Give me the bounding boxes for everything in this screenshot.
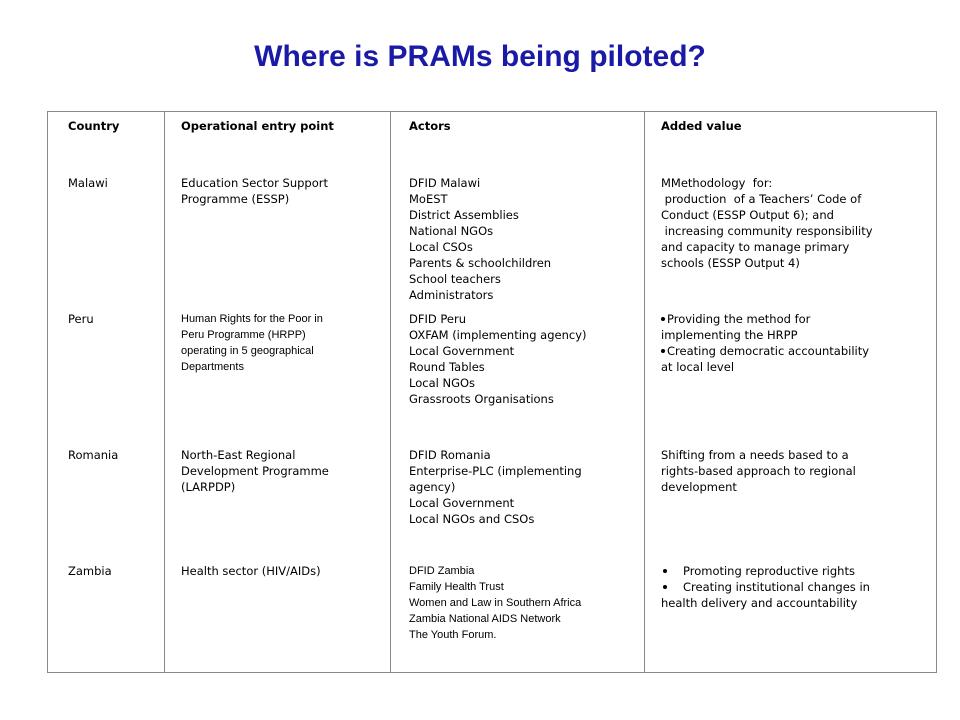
cell-line: MoEST [409, 192, 448, 206]
cell-line: North-East Regional [181, 448, 296, 462]
cell-line: Family Health Trust [409, 581, 504, 593]
cell-line: Parents & schoolchildren [409, 256, 552, 270]
actors-cell [409, 563, 634, 643]
added-value-cell [661, 311, 916, 375]
entry-point-cell [181, 447, 381, 495]
bullet-icon [663, 585, 667, 589]
cell-line: Creating democratic accountability [667, 344, 870, 358]
actors-cell [409, 447, 634, 527]
actors-cell [409, 311, 634, 407]
cell-line: Human Rights for the Poor in [181, 313, 323, 325]
cell-line: implementing the HRPP [661, 328, 798, 342]
bullet-icon [663, 569, 667, 573]
cell-line: Local NGOs and CSOs [409, 512, 535, 526]
country-cell: Zambia [68, 564, 112, 578]
entry-point-cell [181, 175, 381, 207]
cell-line: and capacity to manage primary [661, 240, 850, 254]
cell-line: production of a Teachers’ Code of [661, 192, 862, 206]
cell-line: Creating institutional changes in [683, 580, 870, 594]
header-operational-entry-point: Operational entry point [181, 119, 334, 133]
cell-line: Local Government [409, 344, 515, 358]
cell-line: Development Programme [181, 464, 329, 478]
entry-point-cell [181, 311, 381, 375]
column-divider [164, 112, 165, 672]
bullet-line [661, 579, 916, 595]
country-cell: Romania [68, 448, 119, 462]
cell-line: Local Government [409, 496, 515, 510]
header-country: Country [68, 119, 120, 133]
bullet-icon [661, 317, 665, 321]
cell-line: Shifting from a needs based to a [661, 448, 849, 462]
country-cell: Peru [68, 312, 94, 326]
bullet-icon [661, 349, 665, 353]
cell-line: Promoting reproductive rights [683, 564, 855, 578]
cell-line: The Youth Forum. [409, 629, 497, 641]
cell-line: development [661, 480, 737, 494]
cell-line: Administrators [409, 288, 494, 302]
cell-line: Grassroots Organisations [409, 392, 554, 406]
cell-line: School teachers [409, 272, 501, 286]
bullet-line [661, 563, 916, 579]
cell-line: Local NGOs [409, 376, 476, 390]
cell-line: agency) [409, 480, 456, 494]
added-value-cell [661, 447, 916, 495]
column-divider [644, 112, 645, 672]
added-value-cell [661, 175, 916, 271]
cell-line: Departments [181, 361, 244, 373]
cell-line: OXFAM (implementing agency) [409, 328, 587, 342]
column-divider [390, 112, 391, 672]
actors-cell [409, 175, 634, 303]
cell-line: rights-based approach to regional [661, 464, 856, 478]
cell-line: health delivery and accountability [661, 596, 858, 610]
entry-point-cell [181, 563, 381, 579]
cell-line: Zambia National AIDS Network [409, 613, 561, 625]
cell-line: Local CSOs [409, 240, 473, 254]
cell-line: DFID Peru [409, 312, 466, 326]
cell-line: Round Tables [409, 360, 485, 374]
cell-line: MMethodology for: [661, 176, 773, 190]
cell-line: Education Sector Support [181, 176, 328, 190]
page-title: Where is PRAMs being piloted? [254, 40, 706, 73]
cell-line: Women and Law in Southern Africa [409, 597, 582, 609]
cell-line: DFID Malawi [409, 176, 481, 190]
cell-line: Peru Programme (HRPP) [181, 329, 306, 341]
cell-line: operating in 5 geographical [181, 345, 314, 357]
country-cell: Malawi [68, 176, 108, 190]
cell-line: Conduct (ESSP Output 6); and [661, 208, 834, 222]
cell-line: DFID Romania [409, 448, 491, 462]
cell-line: Providing the method for [667, 312, 811, 326]
bullet-line [661, 343, 916, 359]
cell-line: Programme (ESSP) [181, 192, 290, 206]
cell-line: DFID Zambia [409, 565, 475, 577]
header-added-value: Added value [661, 119, 742, 133]
cell-line: Enterprise-PLC (implementing [409, 464, 582, 478]
header-actors: Actors [409, 119, 451, 133]
cell-line: increasing community responsibility [661, 224, 873, 238]
cell-line: (LARPDP) [181, 480, 236, 494]
cell-line: District Assemblies [409, 208, 519, 222]
pilot-table [47, 111, 937, 673]
added-value-cell [661, 563, 916, 611]
cell-line: schools (ESSP Output 4) [661, 256, 800, 270]
cell-line: National NGOs [409, 224, 494, 238]
cell-line: Health sector (HIV/AIDs) [181, 564, 321, 578]
cell-line: at local level [661, 360, 735, 374]
bullet-line [661, 311, 916, 327]
